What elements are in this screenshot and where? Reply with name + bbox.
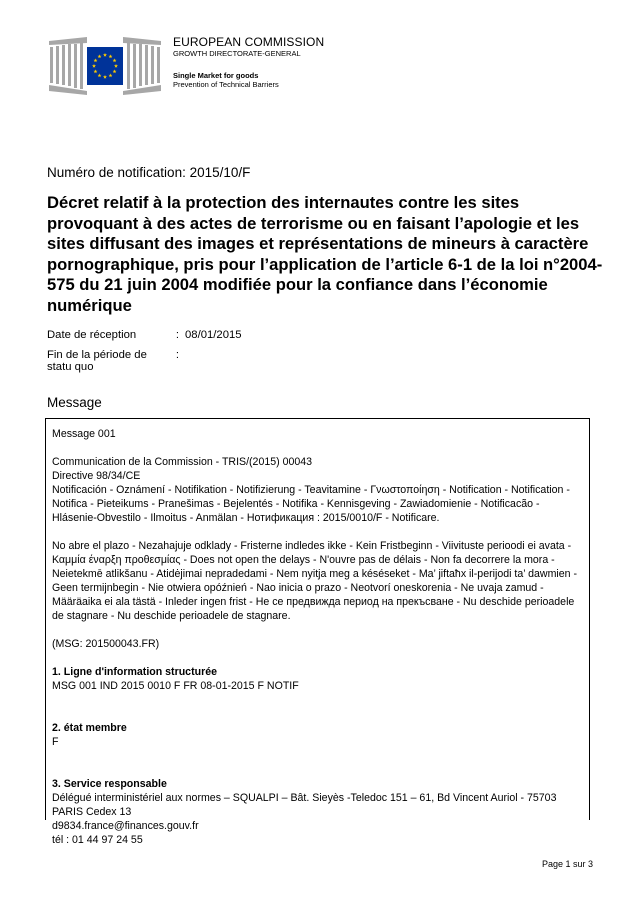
- meta-label: Fin de la période de statu quo: [47, 349, 147, 373]
- subunit-name: Prevention of Technical Barriers: [173, 80, 279, 89]
- message-box: [45, 418, 590, 846]
- section-3-email: d9834.france@finances.gouv.fr: [52, 820, 199, 832]
- meta-row-standstill: [47, 349, 242, 373]
- section-3-title: 3. Service responsable: [52, 778, 167, 790]
- section-2-body: F: [52, 736, 59, 748]
- meta-value: [185, 349, 242, 373]
- meta-separator: :: [175, 329, 180, 341]
- meta-label: Date de réception: [47, 329, 137, 341]
- notification-number: Numéro de notification: 2015/10/F: [47, 165, 251, 180]
- meta-separator: :: [175, 349, 180, 361]
- section-2-title: 2. état membre: [52, 722, 127, 734]
- meta-table: [47, 329, 242, 373]
- section-1-title: 1. Ligne d'information structurée: [52, 666, 217, 678]
- message-id: Message 001: [52, 428, 116, 440]
- page-number: Page 1 sur 3: [541, 859, 593, 869]
- organisation-name: EUROPEAN COMMISSION: [173, 35, 325, 49]
- communication-line: Communication de la Commission - TRIS/(2015) 00043: [52, 456, 313, 468]
- unit-name: Single Market for goods: [173, 70, 259, 80]
- directorate-general: GROWTH DIRECTORATE-GENERAL: [173, 49, 301, 58]
- message-reference: (MSG: 201500043.FR): [52, 638, 160, 650]
- section-3-address: Délégué interministériel aux normes – SQUALPI – Bât. Sieyès -Teledoc 151 – 61, Bd Vincent Auriol - 75703: [52, 792, 557, 804]
- section-3-phone: tél : 01 44 97 24 55: [52, 834, 143, 846]
- delays-paragraph: No abre el plazo - Nezahajuje odklady - Fristerne indledes ikke - Kein Fristbeginn - Viivituste perioodi ei avata - Καμμία έναρξη προθεσμίας - Does not open the delays - N'ouvre pas de délais - Non fa decorrere la mora - Neietekmē atlikšanu - Atidėjimai nepradedami - Nem nyitja meg a késéseket - Ma’ jiftaħx il-perijodi ta’ dawmien - Geen termijnbegin - Nie otwiera opóźnień - Nao inicia o prazo - Neotvorí oneskorenia - Ne uvaja zamud - Määräaika ei ala tästä - Inleder ingen frist - Не се предвижда период на прекъсване - Nu deschide perioadele de stagnare - Nu deschide perioadele de stagnare.: [52, 540, 578, 622]
- organisation-block: [173, 36, 324, 89]
- notification-languages: Notificación - Oznámení - Notifikation - Notifizierung - Teavitamine - Γνωστοποίηση - Notification - Notification - Notifica - Pieteikums - Pranešimas - Bejelentés - Notifika - Kennisgeving - Zawiadomienie - Notificacão - Hlásenie-Obvestilo - Ilmoitus - Anmälan - Нотификация : 2015/0010/F - Notificare.: [52, 484, 570, 524]
- meta-value: 08/01/2015: [185, 329, 242, 341]
- meta-row-reception: [47, 329, 242, 349]
- section-3-city: PARIS Cedex 13: [52, 806, 132, 818]
- eu-flag: [87, 47, 123, 85]
- section-heading-message: Message: [47, 395, 102, 410]
- section-1-body: MSG 001 IND 2015 0010 F FR 08-01-2015 F NOTIF: [52, 680, 299, 692]
- european-commission-logo: [47, 33, 163, 97]
- document-title: Décret relatif à la protection des internautes contre les sites provoquant à des actes de terrorisme ou en faisant l’apologie et les sites diffusant des images et représentations de mineurs à caractère pornographique, pris pour l’application de l’article 6-1 de la loi n°2004-575 du 21 juin 2004 modifiée pour la confiance dans l’économie numérique: [47, 193, 603, 315]
- directive-line: Directive 98/34/CE: [52, 470, 141, 482]
